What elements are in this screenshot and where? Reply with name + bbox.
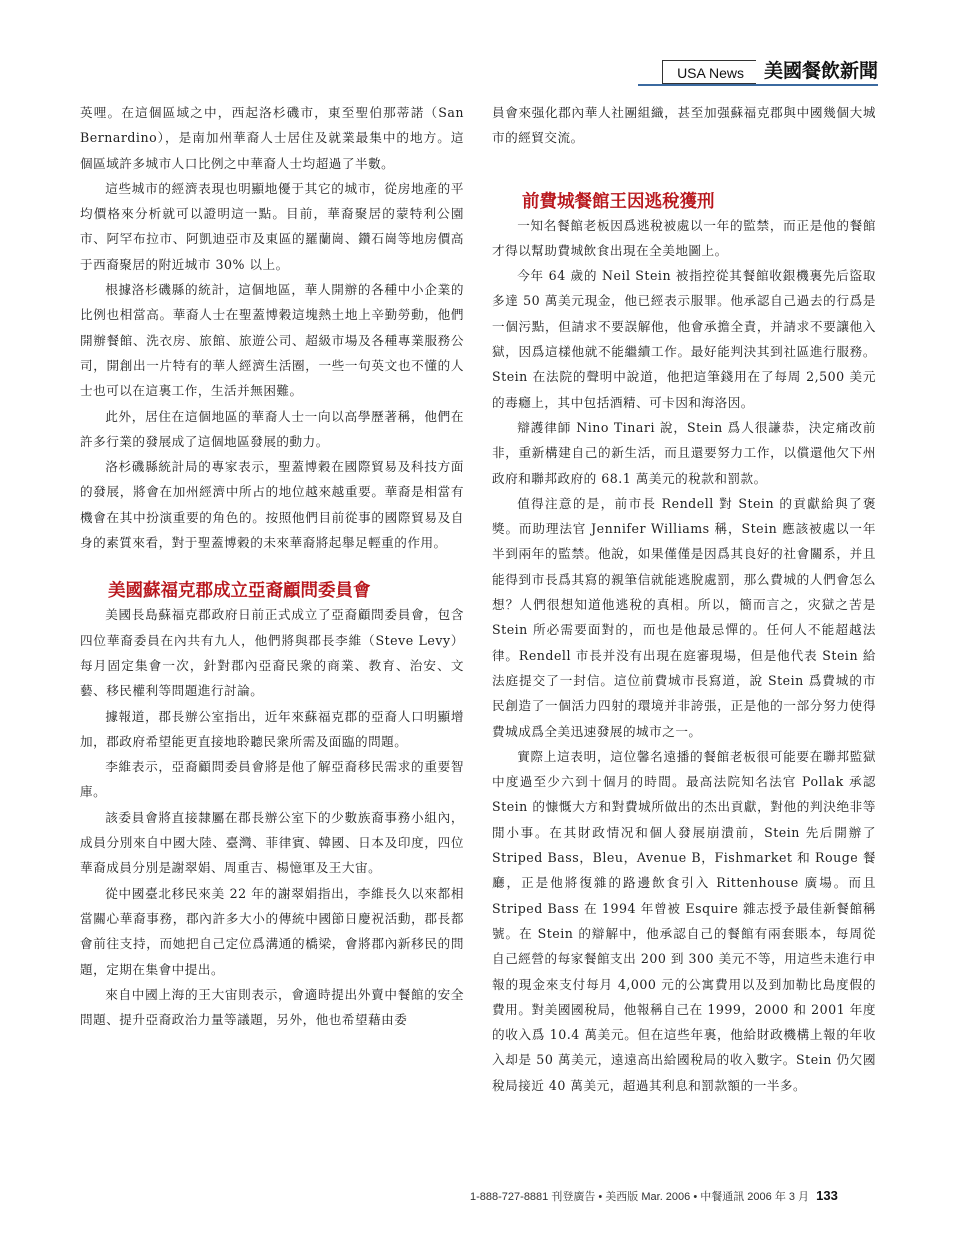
paragraph: 這些城市的經濟表現也明顯地優于其它的城市，從房地產的平均價格來分析就可以證明這一點。目前，華裔聚居的蒙特利公園市、阿罕布拉市、阿凱迪亞市及東區的羅蘭崗、鑽石崗等地房價高于西裔聚居的附近城市 30% 以上。: [80, 180, 464, 272]
paragraph: 洛杉磯縣統計局的專家表示，聖蓋博穀在國際貿易及科技方面的發展，將會在加州經濟中所占的地位越來越重要。華裔是相當有機會在其中扮演重要的角色的。按照他們目前從事的國際貿易及自身的素質來看，對于聖蓋博穀的未來華裔將起舉足輕重的作用。: [80, 459, 464, 551]
paragraph: 李維表示，亞裔顧問委員會將是他了解亞裔移民需求的重要智庫。: [80, 759, 464, 800]
right-column: [492, 100, 876, 1098]
section-label: USA News: [662, 60, 756, 84]
paragraph: 來自中國上海的王大宙則表示，會適時提出外賣中餐館的安全問題、提升亞裔政治力量等議題，另外，他也希望藉由委: [80, 986, 464, 1028]
paragraph: 實際上這表明，這位馨名遠播的餐館老板很可能要在聯邦監獄中度過至少六到十個月的時間。最高法院知名法官 Pollak 承認 Stein 的慷慨大方和對費城所做出的杰出貢獻，對他的判決绝非等閒小事。在其財政情况和個人發展崩潰前，Stein 先后開辦了 Striped Bass，Bleu，Avenue B，Fishmarket 和 Rouge 餐廳，正是他將復雜的路邊飲食引入 Rittenhouse 廣場。而且 Striped Bass 在 1994 年曾被 Esquire 雜志授予最佳新餐館稱號。在 Stein 的辯解中，他承認自己的餐館有兩套賬本，每周從自己經營的每家餐館支出 200 到 300 美元不等，用這些未進行申報的現金來支付每月 4,000 元的公寓費用以及到加勒比島度假的費用。對美國國稅局，他報稱自己在 1999，2000 和 2001 年度的收入爲 10.4 萬美元。但在這些年裏，他給財政機構上報的年收入却是 50 萬美元，遠遠高出給國稅局的收入數字。Stein 仍欠國稅局接近 40 萬美元，超過其利息和罰款額的一半多。: [492, 748, 876, 1093]
paragraph: 美國長島蘇福克郡政府日前正式成立了亞裔顧問委員會，包含四位華裔委員在內共有九人，他們將與郡長李維（Steve Levy）每月固定集會一次，針對郡內亞裔民衆的商業、教育、治安、文藝、移民權利等問題進行討論。: [80, 607, 464, 699]
paragraph: 一知名餐館老板因爲逃稅被處以一年的監禁，而正是他的餐館才得以幫助費城飲食出現在全美地圖上。: [492, 217, 876, 258]
article-heading: 美國蘇福克郡成立亞裔顧問委員會: [108, 581, 371, 602]
paragraph: 此外，居住在這個地區的華裔人士一向以高學歷著稱，他們在許多行業的發展成了這個地區發展的動力。: [80, 408, 464, 449]
page-header: [662, 60, 878, 84]
footer-text: 1-888-727-8881 刊登廣告 • 美西版 Mar. 2006 • 中餐通訊 2006 年 3 月: [470, 1191, 810, 1203]
paragraph: 英哩。在這個區域之中，西起洛杉磯市，東至聖伯那蒂諾（San Bernardino），是南加州華裔人士居住及就業最集中的地方。這個區域許多城市人口比例之中華裔人士均超過了半數。: [80, 105, 464, 171]
paragraph: 據報道，郡長辦公室指出，近年來蘇福克郡的亞裔人口明顯增加，郡政府希望能更直接地聆聽民衆所需及面臨的問題。: [80, 708, 464, 749]
paragraph: 今年 64 歲的 Neil Stein 被指控從其餐館收銀機裏先后盜取多達 50 萬美元現金，他已經表示服罪。他承認自己過去的行爲是一個污點，但請求不要誤解他，他會承擔全責，并請求不要讓他入獄，因爲這樣他就不能繼續工作。最好能判決其到社區進行服務。Stein 在法院的聲明中說道，他把這筆錢用在了每周 2,500 美元的毒癮上，其中包括酒精、可卡因和海洛因。: [492, 268, 876, 410]
paragraph: 該委員會將直接隸屬在郡長辦公室下的少數族裔事務小組內，成員分別來自中國大陸、臺灣、菲律賓、韓國、日本及印度，四位華裔成員分別是謝翠娟、周重吉、楊憶軍及王大宙。: [80, 809, 464, 876]
paragraph: 員會來强化郡內華人社團組織，甚至加强蘇福克郡與中國幾個大城市的經貿交流。: [492, 105, 876, 146]
paragraph: 從中國臺北移民來美 22 年的謝翠娟指出，李維長久以來都相當關心華裔事務，郡內許多大小的傳統中國節日慶祝活動，郡長都會前往支持，而她把自己定位爲溝通的橋梁，會將郡內新移民的問題，定期在集會中提出。: [80, 885, 464, 977]
left-column: [80, 100, 464, 1032]
paragraph: 根據洛杉磯縣的統計，這個地區，華人開辦的各種中小企業的比例也相當高。華裔人士在聖蓋博穀這塊熱土地上辛勤勞動，他們開辦餐館、洗衣房、旅館、旅遊公司、超級市場及各種專業服務公司，開創出一片特有的華人經濟生活圈，一些一句英文也不懂的人士也可以在這裏工作，生活并無困難。: [80, 282, 464, 399]
publication-title: 美國餐飲新聞: [763, 60, 878, 82]
page-number: 133: [816, 1188, 838, 1203]
page-footer: [470, 1188, 838, 1204]
paragraph: 辯護律師 Nino Tinari 說，Stein 爲人很謙恭，決定痛改前非，重新構建自己的新生活，而且還要努力工作，以償還他欠下州政府和聯邦政府的 68.1 萬美元的稅款和罰款。: [492, 419, 876, 486]
paragraph: 值得注意的是，前市長 Rendell 對 Stein 的貢獻給與了褒獎。而助理法官 Jennifer Williams 稱，Stein 應該被處以一年半到兩年的監禁。他說，如果僅僅是因爲其良好的社會關系，并且能得到市長爲其寫的親筆信就能逃脫處罰，那么費城的人們會怎么想？人們很想知道他逃稅的真相。所以，簡而言之，灾獄之苦是 Stein 所必需要面對的，而也是他最忌憚的。任何人不能超越法律。Rendell 市長并没有出現在庭審現場，但是他代表 Stein 給法庭提交了一封信。這位前費城市長寫道，說 Stein 爲費城的市民創造了一個活力四射的環境并非誇張，正是他的一部分努力使得費城成爲全美迅速發展的城市之一。: [492, 495, 876, 739]
header-rule: [638, 84, 878, 86]
article-heading: 前費城餐館王因逃稅獲刑: [522, 191, 715, 212]
